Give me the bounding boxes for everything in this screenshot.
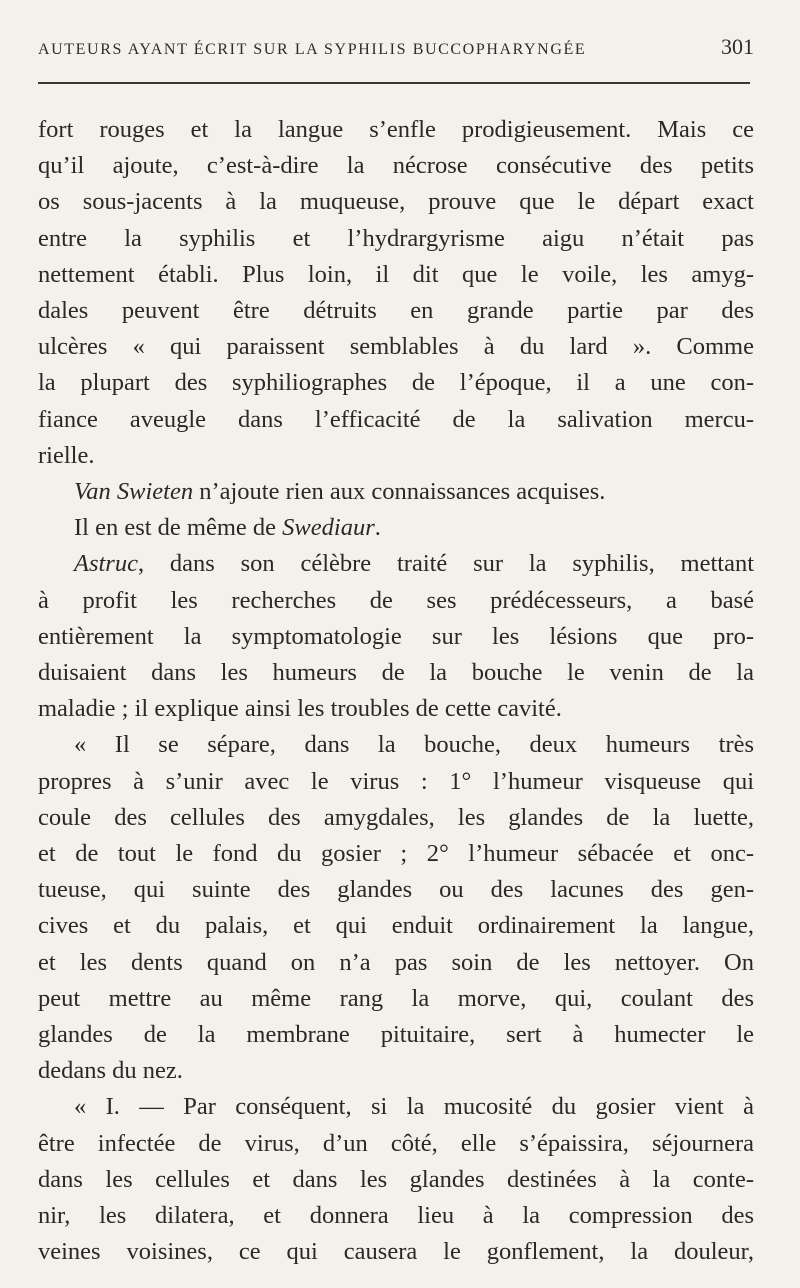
author-name: Swediaur: [282, 514, 375, 542]
running-title: AUTEURS AYANT ÉCRIT SUR LA SYPHILIS BUCCOPHARYNGÉE: [38, 41, 587, 58]
text-line: peut mettre au même rang la morve, qui, coulant des: [38, 984, 754, 1012]
paragraph-swediaur: [38, 510, 754, 546]
text-line: fort rouges et la langue s’enfle prodigieusement. Mais ce: [38, 116, 754, 143]
text-line: « Il se sépare, dans la bouche, deux humeurs très: [74, 731, 754, 759]
text-line: nir, les dilatera, et donnera lieu à la compression des: [38, 1202, 754, 1230]
text-line: et de tout le fond du gosier ; 2° l’humeur sébacée et onc-: [38, 840, 754, 868]
page-number: 301: [721, 34, 754, 59]
text-line: dedans du nez.: [38, 1057, 183, 1085]
author-name: Van Swieten: [74, 478, 194, 506]
text-line: la plupart des syphiliographes de l’époque, il a une con-: [38, 369, 754, 397]
text-line: maladie ; il explique ainsi les troubles de cette cavité.: [38, 695, 562, 723]
text-line: rielle.: [38, 441, 95, 469]
author-name: Astruc: [74, 550, 138, 578]
text-line: os sous-jacents à la muqueuse, prouve que le départ exact: [38, 188, 754, 216]
running-head: [38, 34, 754, 64]
header-rule: [38, 82, 750, 84]
text-line: duisaient dans les humeurs de la bouche le venin de la: [38, 659, 754, 687]
text-line: veines voisines, ce qui causera le gonflement, la douleur,: [38, 1238, 754, 1266]
text-line: cives et du palais, et qui enduit ordinairement la langue,: [38, 912, 754, 940]
text-line: entre la syphilis et l’hydrargyrisme aigu n’était pas: [38, 224, 754, 252]
paragraph-astruc-first-line: [38, 546, 754, 582]
text-line: propres à s’unir avec le virus : 1° l’humeur visqueuse qui: [38, 767, 754, 795]
text-line: entièrement la symptomatologie sur les lésions que pro-: [38, 622, 754, 650]
body-text: [38, 112, 754, 1271]
text-line: tueuse, qui suinte des glandes ou des lacunes des gen-: [38, 876, 754, 904]
text-line: être infectée de virus, d’un côté, elle s’épaissira, séjournera: [38, 1129, 754, 1157]
text-line: dans les cellules et dans les glandes destinées à la conte-: [38, 1165, 754, 1193]
text-run: , dans son célèbre traité sur la syphilis, mettant: [137, 550, 754, 578]
text-line: ulcères « qui paraissent semblables à du lard ». Comme: [38, 333, 754, 361]
text-line: et les dents quand on n’a pas soin de les nettoyer. On: [38, 948, 754, 976]
paragraph-van-swieten: [38, 474, 754, 510]
text-line: glandes de la membrane pituitaire, sert à humecter le: [38, 1021, 754, 1049]
text-line: nettement établi. Plus loin, il dit que le voile, les amyg-: [38, 260, 754, 288]
text-run: Il en est de même de: [74, 514, 283, 542]
text-run: n’ajoute rien aux connaissances acquises.: [193, 478, 606, 506]
text-line: coule des cellules des amygdales, les glandes de la luette,: [38, 803, 754, 831]
text-line: « I. — Par conséquent, si la mucosité du gosier vient à: [74, 1093, 754, 1121]
text-line: à profit les recherches de ses prédécesseurs, a basé: [38, 586, 754, 614]
text-line: fiance aveugle dans l’efficacité de la salivation mercu-: [38, 405, 754, 433]
text-run: .: [374, 514, 381, 542]
text-line: qu’il ajoute, c’est-à-dire la nécrose consécutive des petits: [38, 152, 754, 180]
text-line: dales peuvent être détruits en grande partie par des: [38, 297, 754, 325]
